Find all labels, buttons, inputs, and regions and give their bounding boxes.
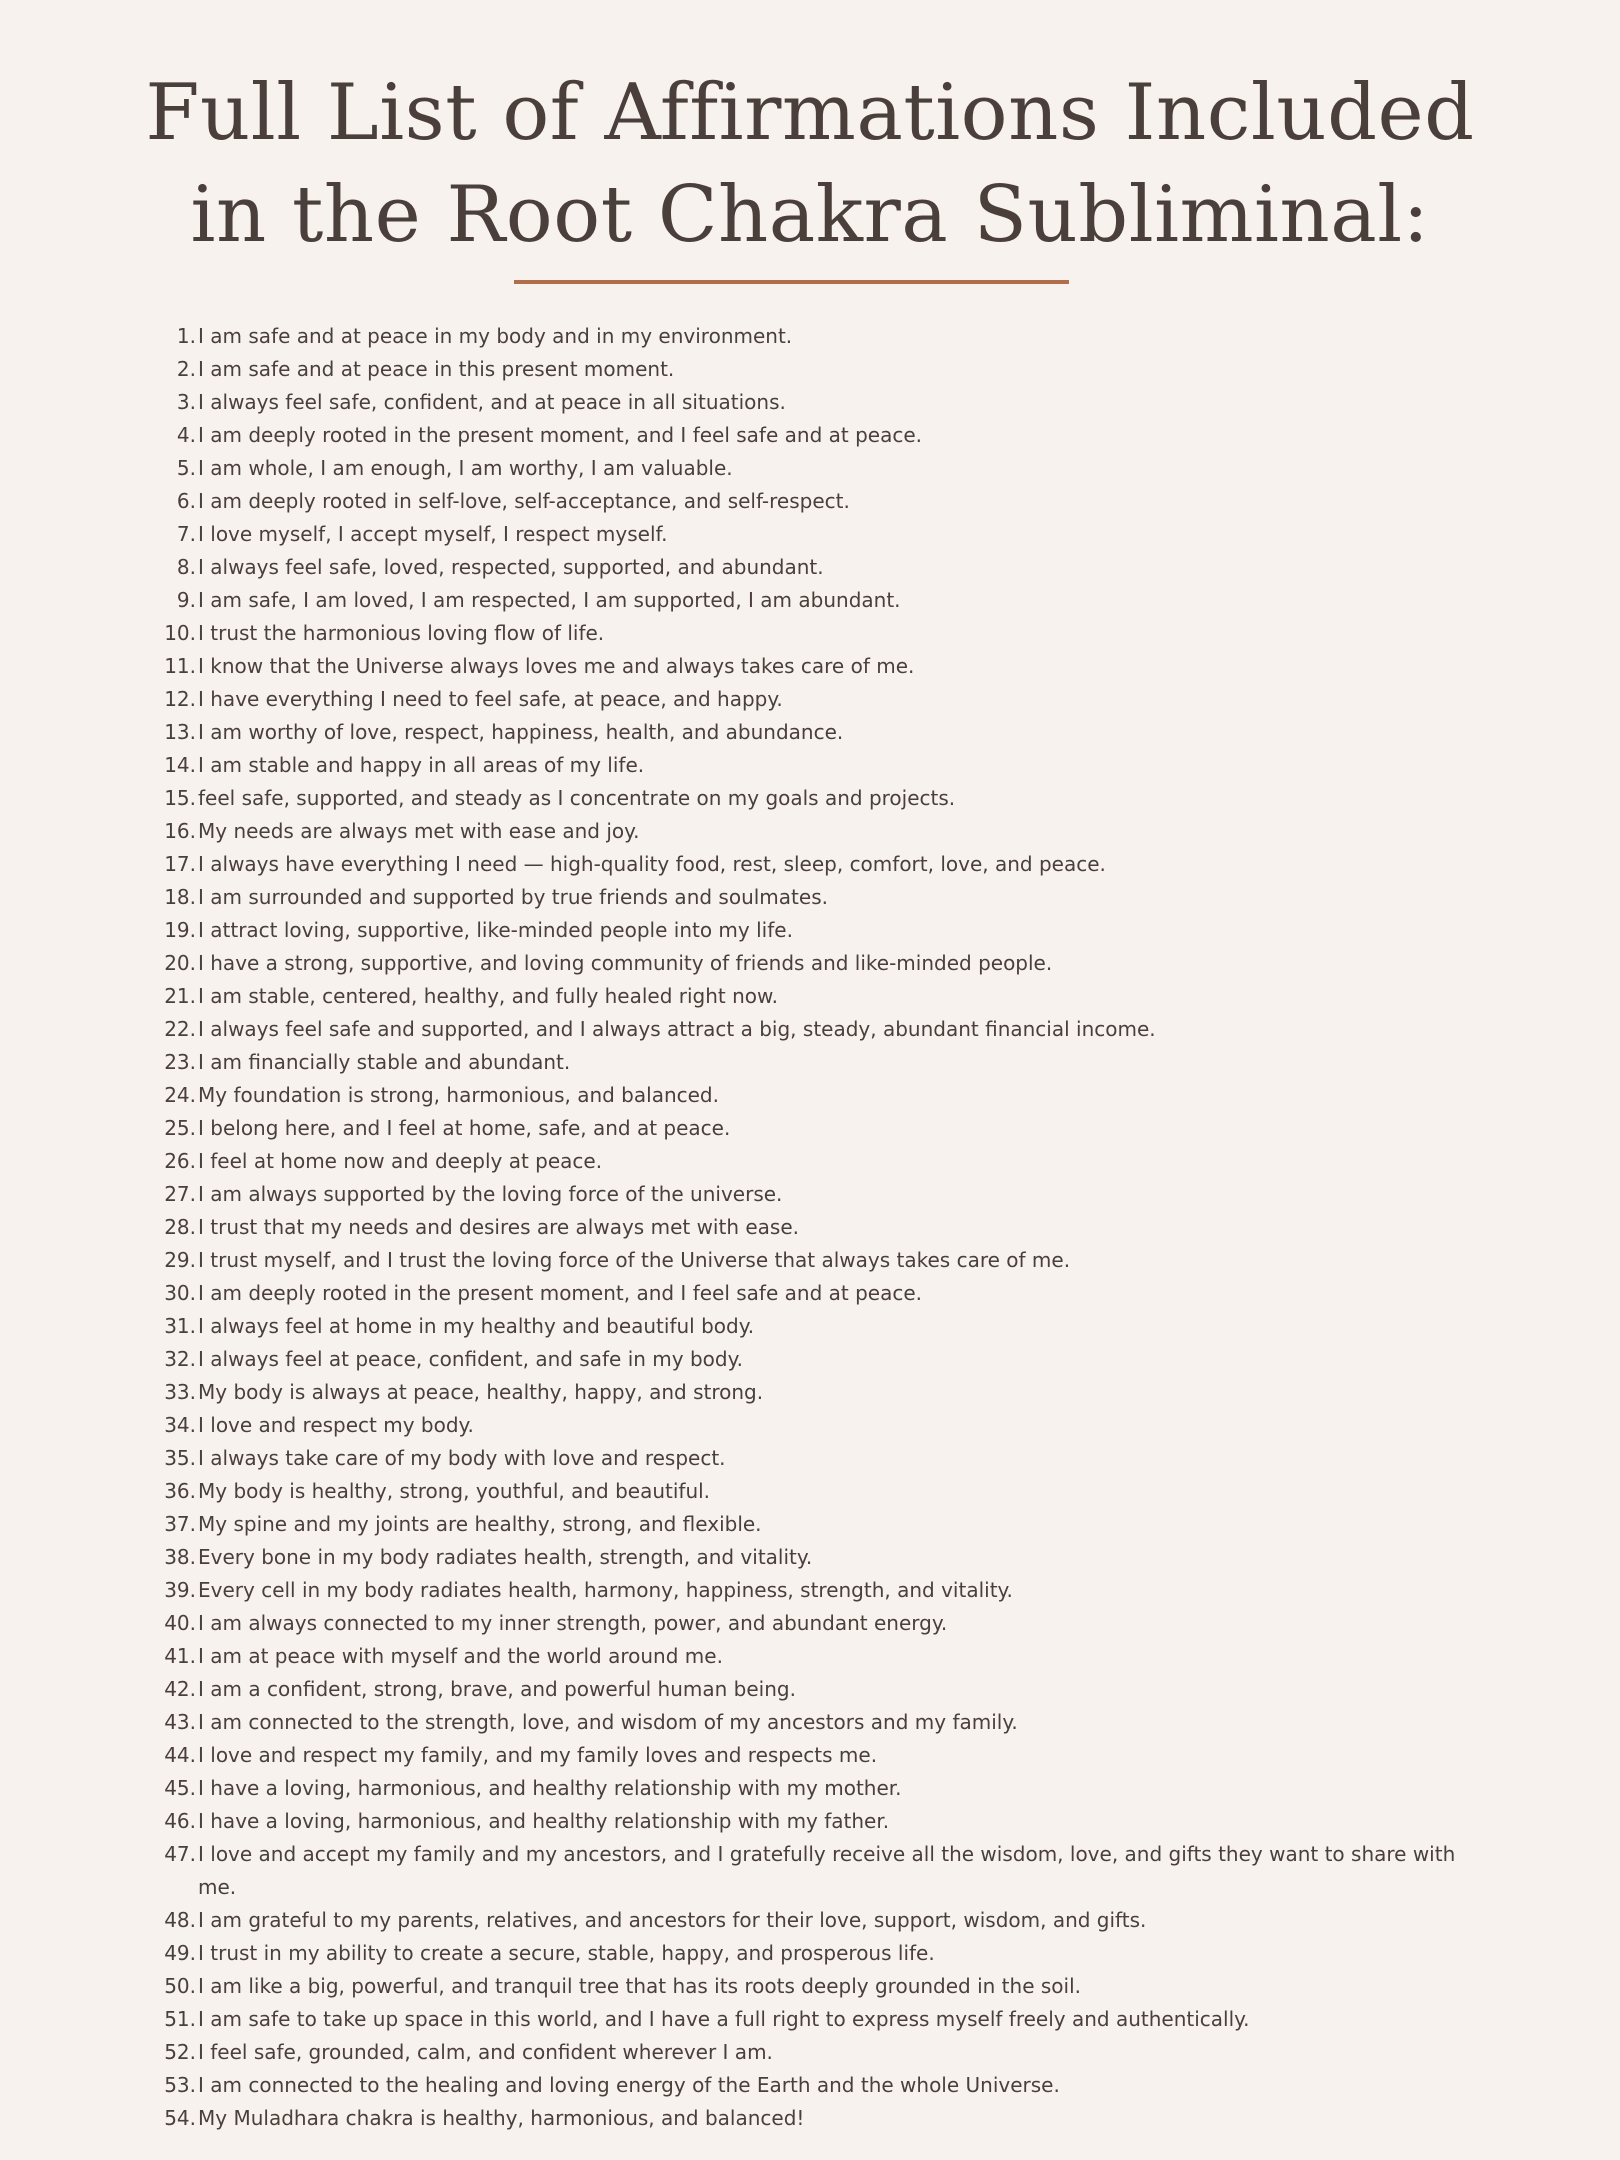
affirmation-text: I always feel safe and supported, and I always attract a big, steady, abundant financial income.	[198, 1017, 1156, 1041]
affirmation-number: 32.	[164, 1347, 196, 1371]
affirmation-text: I have a strong, supportive, and loving community of friends and like-minded people.	[198, 951, 1053, 975]
affirmation-text: I attract loving, supportive, like-minded people into my life.	[198, 918, 793, 942]
affirmation-number: 14.	[164, 753, 196, 777]
affirmation-text: I always feel safe, loved, respected, supported, and abundant.	[198, 555, 824, 579]
affirmation-item	[162, 1442, 1462, 1475]
affirmation-item	[162, 1013, 1462, 1046]
affirmation-text: My foundation is strong, harmonious, and balanced.	[198, 1083, 719, 1107]
affirmation-text: I am always supported by the loving force of the universe.	[198, 1182, 783, 1206]
affirmation-text: Every cell in my body radiates health, harmony, happiness, strength, and vitality.	[198, 1578, 1013, 1602]
affirmation-text: I am deeply rooted in the present moment, and I feel safe and at peace.	[198, 423, 922, 447]
affirmation-text: I am deeply rooted in the present moment, and I feel safe and at peace.	[198, 1281, 922, 1305]
title-divider	[514, 280, 1069, 284]
affirmation-number: 35.	[164, 1446, 196, 1470]
affirmation-number: 26.	[164, 1149, 196, 1173]
affirmation-number: 48.	[164, 1908, 196, 1932]
affirmation-number: 15.	[164, 786, 196, 810]
affirmation-item	[162, 2102, 1462, 2135]
affirmation-item	[162, 584, 1462, 617]
affirmation-text: I love and respect my family, and my family loves and respects me.	[198, 1743, 878, 1767]
affirmation-number: 12.	[164, 687, 196, 711]
affirmation-number: 34.	[164, 1413, 196, 1437]
affirmation-item	[162, 1772, 1462, 1805]
affirmation-item	[162, 1079, 1462, 1112]
affirmation-item	[162, 1145, 1462, 1178]
affirmation-text: I always feel at home in my healthy and beautiful body.	[198, 1314, 755, 1338]
affirmation-number: 45.	[164, 1776, 196, 1800]
affirmation-text: I am grateful to my parents, relatives, and ancestors for their love, support, wisdom, and gifts.	[198, 1908, 1147, 1932]
affirmation-text: I am worthy of love, respect, happiness, health, and abundance.	[198, 720, 844, 744]
affirmation-text: I always feel at peace, confident, and safe in my body.	[198, 1347, 743, 1371]
affirmation-text: I am a confident, strong, brave, and powerful human being.	[198, 1677, 796, 1701]
title-line-1: Full List of Affirmations Included	[145, 68, 1475, 158]
affirmation-text: I am connected to the strength, love, and wisdom of my ancestors and my family.	[198, 1710, 1018, 1734]
affirmation-text: I am safe to take up space in this world, and I have a full right to express myself freely and authentically.	[198, 2007, 1250, 2031]
affirmation-text: I feel at home now and deeply at peace.	[198, 1149, 603, 1173]
affirmation-number: 9.	[176, 588, 196, 612]
affirmation-item	[162, 1904, 1462, 1937]
affirmation-text: I know that the Universe always loves me and always takes care of me.	[198, 654, 915, 678]
affirmation-number: 24.	[164, 1083, 196, 1107]
affirmation-item	[162, 1343, 1462, 1376]
affirmation-item	[162, 1409, 1462, 1442]
affirmation-number: 21.	[164, 984, 196, 1008]
affirmation-number: 22.	[164, 1017, 196, 1041]
affirmation-number: 2.	[176, 357, 196, 381]
affirmation-number: 16.	[164, 819, 196, 843]
affirmation-number: 46.	[164, 1809, 196, 1833]
affirmation-number: 13.	[164, 720, 196, 744]
affirmation-text: I am stable, centered, healthy, and fully healed right now.	[198, 984, 778, 1008]
affirmation-number: 4.	[176, 423, 196, 447]
affirmation-item	[162, 914, 1462, 947]
affirmation-text: I always have everything I need — high-quality food, rest, sleep, comfort, love, and peace.	[198, 852, 1106, 876]
affirmation-item	[162, 1277, 1462, 1310]
affirmation-number: 44.	[164, 1743, 196, 1767]
affirmation-item	[162, 386, 1462, 419]
affirmation-text: I am financially stable and abundant.	[198, 1050, 571, 1074]
affirmation-number: 11.	[164, 654, 196, 678]
affirmation-item	[162, 947, 1462, 980]
affirmation-text: I always take care of my body with love and respect.	[198, 1446, 726, 1470]
affirmation-item	[162, 1112, 1462, 1145]
affirmation-text: My spine and my joints are healthy, strong, and flexible.	[198, 1512, 762, 1536]
affirmation-text: I trust myself, and I trust the loving force of the Universe that always takes care of me.	[198, 1248, 1071, 1272]
affirmation-item	[162, 1970, 1462, 2003]
affirmation-item	[162, 1838, 1462, 1904]
affirmation-item	[162, 815, 1462, 848]
affirmation-number: 10.	[164, 621, 196, 645]
affirmation-text: I have everything I need to feel safe, at peace, and happy.	[198, 687, 783, 711]
affirmation-text: I always feel safe, confident, and at peace in all situations.	[198, 390, 786, 414]
affirmation-item	[162, 2069, 1462, 2102]
affirmation-item	[162, 2003, 1462, 2036]
affirmation-number: 23.	[164, 1050, 196, 1074]
affirmation-item	[162, 2036, 1462, 2069]
affirmation-item	[162, 617, 1462, 650]
affirmation-number: 42.	[164, 1677, 196, 1701]
affirmation-number: 20.	[164, 951, 196, 975]
affirmation-item	[162, 1475, 1462, 1508]
affirmation-item	[162, 980, 1462, 1013]
affirmation-number: 36.	[164, 1479, 196, 1503]
affirmation-text: My Muladhara chakra is healthy, harmonious, and balanced!	[198, 2106, 805, 2130]
affirmation-text: I am safe, I am loved, I am respected, I am supported, I am abundant.	[198, 588, 901, 612]
affirmation-item	[162, 716, 1462, 749]
affirmation-item	[162, 1937, 1462, 1970]
title-line-2: in the Root Chakra Subliminal:	[190, 170, 1430, 260]
affirmation-text: I love and respect my body.	[198, 1413, 474, 1437]
affirmation-number: 52.	[164, 2040, 196, 2064]
affirmation-text: I am connected to the healing and loving energy of the Earth and the whole Universe.	[198, 2073, 1060, 2097]
affirmation-number: 49.	[164, 1941, 196, 1965]
affirmation-number: 51.	[164, 2007, 196, 2031]
affirmation-item	[162, 650, 1462, 683]
affirmation-text: I have a loving, harmonious, and healthy relationship with my father.	[198, 1809, 890, 1833]
affirmation-list	[162, 320, 1462, 2135]
affirmation-text: I am safe and at peace in my body and in my environment.	[198, 324, 793, 348]
affirmation-item	[162, 1673, 1462, 1706]
affirmation-number: 25.	[164, 1116, 196, 1140]
affirmation-text: My needs are always met with ease and joy.	[198, 819, 640, 843]
affirmation-item	[162, 1376, 1462, 1409]
affirmation-text: I am at peace with myself and the world around me.	[198, 1644, 723, 1668]
affirmation-number: 38.	[164, 1545, 196, 1569]
affirmation-item	[162, 1508, 1462, 1541]
affirmation-text: I have a loving, harmonious, and healthy relationship with my mother.	[198, 1776, 902, 1800]
affirmation-text: I trust the harmonious loving flow of life.	[198, 621, 605, 645]
affirmation-number: 39.	[164, 1578, 196, 1602]
affirmation-number: 6.	[176, 489, 196, 513]
affirmation-item	[162, 485, 1462, 518]
affirmation-item	[162, 1574, 1462, 1607]
affirmation-text: My body is healthy, strong, youthful, and beautiful.	[198, 1479, 711, 1503]
affirmation-item	[162, 1244, 1462, 1277]
affirmation-number: 47.	[164, 1842, 196, 1866]
affirmation-item	[162, 1541, 1462, 1574]
affirmation-item	[162, 419, 1462, 452]
affirmation-item	[162, 749, 1462, 782]
affirmation-number: 28.	[164, 1215, 196, 1239]
affirmation-item	[162, 1805, 1462, 1838]
affirmation-text: I love myself, I accept myself, I respect myself.	[198, 522, 668, 546]
affirmation-number: 29.	[164, 1248, 196, 1272]
affirmation-number: 1.	[176, 324, 196, 348]
affirmation-item	[162, 1211, 1462, 1244]
affirmation-number: 17.	[164, 852, 196, 876]
affirmation-number: 7.	[176, 522, 196, 546]
affirmation-number: 19.	[164, 918, 196, 942]
affirmation-item	[162, 1640, 1462, 1673]
affirmation-text: I love and accept my family and my ancestors, and I gratefully receive all the wisdom, love, and gifts they want to share with me.	[198, 1842, 1456, 1899]
affirmation-number: 27.	[164, 1182, 196, 1206]
affirmation-text: My body is always at peace, healthy, happy, and strong.	[198, 1380, 764, 1404]
affirmation-item	[162, 1739, 1462, 1772]
affirmation-text: I am like a big, powerful, and tranquil tree that has its roots deeply grounded in the soil.	[198, 1974, 1081, 1998]
affirmation-item	[162, 551, 1462, 584]
affirmation-text: I belong here, and I feel at home, safe, and at peace.	[198, 1116, 731, 1140]
affirmation-text: Every bone in my body radiates health, strength, and vitality.	[198, 1545, 813, 1569]
affirmation-number: 30.	[164, 1281, 196, 1305]
affirmation-item	[162, 782, 1462, 815]
affirmation-item	[162, 320, 1462, 353]
affirmation-item	[162, 1310, 1462, 1343]
affirmation-text: I feel safe, grounded, calm, and confident wherever I am.	[198, 2040, 773, 2064]
affirmation-text: I am always connected to my inner strength, power, and abundant energy.	[198, 1611, 948, 1635]
affirmation-item	[162, 1178, 1462, 1211]
affirmation-item	[162, 1706, 1462, 1739]
affirmation-number: 37.	[164, 1512, 196, 1536]
affirmation-item	[162, 452, 1462, 485]
affirmation-number: 31.	[164, 1314, 196, 1338]
affirmation-item	[162, 1046, 1462, 1079]
affirmation-number: 3.	[176, 390, 196, 414]
affirmation-number: 33.	[164, 1380, 196, 1404]
affirmation-text: I am whole, I am enough, I am worthy, I am valuable.	[198, 456, 733, 480]
affirmation-text: I am surrounded and supported by true friends and soulmates.	[198, 885, 828, 909]
affirmation-item	[162, 848, 1462, 881]
affirmation-item	[162, 683, 1462, 716]
affirmation-number: 18.	[164, 885, 196, 909]
affirmation-text: I trust that my needs and desires are always met with ease.	[198, 1215, 800, 1239]
affirmation-text: feel safe, supported, and steady as I concentrate on my goals and projects.	[198, 786, 956, 810]
affirmation-number: 50.	[164, 1974, 196, 1998]
affirmation-text: I trust in my ability to create a secure, stable, happy, and prosperous life.	[198, 1941, 935, 1965]
affirmation-item	[162, 518, 1462, 551]
affirmation-number: 53.	[164, 2073, 196, 2097]
affirmation-text: I am stable and happy in all areas of my life.	[198, 753, 645, 777]
affirmation-number: 40.	[164, 1611, 196, 1635]
affirmation-number: 5.	[176, 456, 196, 480]
affirmation-number: 43.	[164, 1710, 196, 1734]
affirmation-number: 54.	[164, 2106, 196, 2130]
affirmation-text: I am safe and at peace in this present moment.	[198, 357, 675, 381]
page-title	[0, 62, 1620, 266]
affirmation-item	[162, 1607, 1462, 1640]
affirmation-number: 41.	[164, 1644, 196, 1668]
affirmation-item	[162, 881, 1462, 914]
affirmation-text: I am deeply rooted in self-love, self-acceptance, and self-respect.	[198, 489, 850, 513]
affirmation-item	[162, 353, 1462, 386]
affirmation-number: 8.	[176, 555, 196, 579]
